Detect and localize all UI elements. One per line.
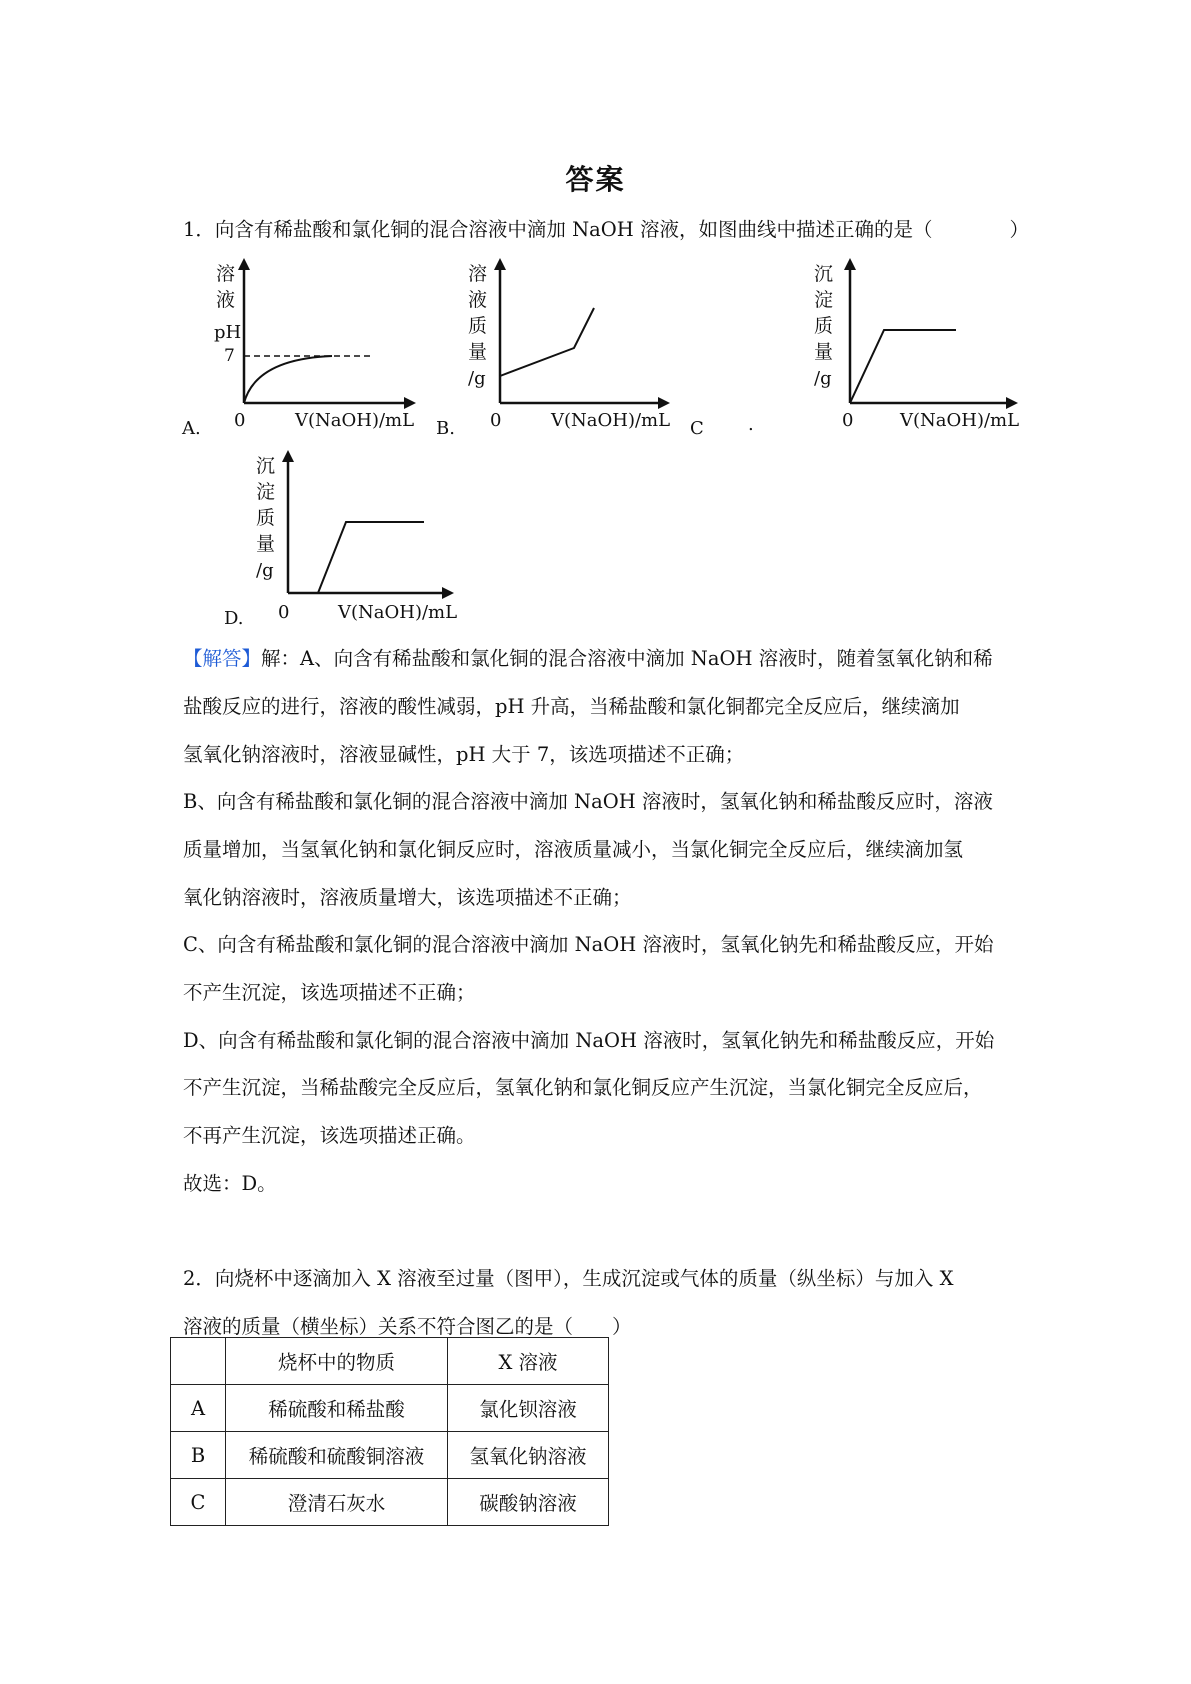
graph-c-x-arrow xyxy=(1006,397,1018,409)
table-cell: C xyxy=(171,1479,226,1526)
graph-b-origin: 0 xyxy=(490,410,502,431)
option-d-label: D. xyxy=(224,608,244,629)
graph-d xyxy=(254,450,459,625)
option-c-label-dot: . xyxy=(748,414,754,435)
graph-d-y-arrow xyxy=(282,450,294,462)
answer-line-9: D、向含有稀盐酸和氯化铜的混合溶液中滴加 NaOH 溶液时，氢氧化钠先和稀盐酸反应，开始 xyxy=(183,1029,995,1052)
graph-a-curve xyxy=(244,356,332,403)
graph-b-ylabel-0: 溶 xyxy=(468,263,488,285)
table-cell: 稀硫酸和硫酸铜溶液 xyxy=(226,1432,448,1479)
graph-d-ylabel-3: 量 xyxy=(256,533,276,555)
table-row xyxy=(171,1385,609,1432)
table-cell: A xyxy=(171,1385,226,1432)
graph-d-xlabel: V(NaOH)/mL xyxy=(338,602,458,623)
graph-a-ylabel-2: pH xyxy=(214,322,242,343)
answer-line-3: 氢氧化钠溶液时，溶液显碱性，pH 大于 7，该选项描述不正确； xyxy=(183,743,745,766)
table-cell: 氯化钡溶液 xyxy=(448,1385,609,1432)
graph-c xyxy=(812,258,1027,433)
table-cell: B xyxy=(171,1432,226,1479)
question2-table xyxy=(170,1337,609,1526)
graph-d-ylabel-0: 沉 xyxy=(256,455,276,477)
graph-d-curve xyxy=(288,522,424,593)
question1-stem-close: ） xyxy=(1009,218,1029,241)
graph-b-xlabel: V(NaOH)/mL xyxy=(551,410,671,431)
answer-line-1 xyxy=(183,645,993,673)
table-cell: 碳酸钠溶液 xyxy=(448,1479,609,1526)
graph-a-ylabel-0: 溶 xyxy=(216,263,236,285)
graph-d-ylabel-4: /g xyxy=(256,560,274,581)
table-cell: 稀硫酸和稀盐酸 xyxy=(226,1385,448,1432)
graph-d-origin: 0 xyxy=(278,602,290,623)
graph-c-ylabel-1: 淀 xyxy=(814,289,834,311)
answer-line-5: 质量增加，当氢氧化钠和氯化铜反应时，溶液质量减小，当氯化铜完全反应后，继续滴加氢 xyxy=(183,838,964,861)
graph-a xyxy=(212,258,417,433)
table-row xyxy=(171,1432,609,1479)
graph-b-x-arrow xyxy=(658,397,670,409)
question1-stem xyxy=(183,216,1029,244)
answer-line-2: 盐酸反应的进行，溶液的酸性减弱，pH 升高，当稀盐酸和氯化铜都完全反应后，继续滴加 xyxy=(183,695,960,718)
question2-stem-line-2: 溶液的质量（横坐标）关系不符合图乙的是（ ） xyxy=(183,1315,632,1338)
graph-c-y-arrow xyxy=(844,258,856,270)
graph-b xyxy=(466,258,671,433)
graph-a-x-arrow xyxy=(404,397,416,409)
table-header-row xyxy=(171,1338,609,1385)
graph-b-ylabel-3: 量 xyxy=(468,341,488,363)
graph-b-curve xyxy=(500,308,594,376)
answer-tag: 【解答】 xyxy=(183,647,262,670)
graph-c-ylabel-2: 质 xyxy=(814,315,834,337)
page-title: 答案 xyxy=(565,163,626,196)
graph-a-xlabel: V(NaOH)/mL xyxy=(295,410,415,431)
answer-line-8: 不产生沉淀，该选项描述不正确； xyxy=(183,981,476,1004)
graph-c-ylabel-4: /g xyxy=(814,368,832,389)
question2-stem-line-1: 2．向烧杯中逐滴加入 X 溶液至过量（图甲），生成沉淀或气体的质量（纵坐标）与加入 X xyxy=(183,1267,954,1290)
graph-d-ylabel-2: 质 xyxy=(256,507,276,529)
table-cell: 氢氧化钠溶液 xyxy=(448,1432,609,1479)
option-c-label: C xyxy=(690,418,704,439)
answer-line-10: 不产生沉淀，当稀盐酸完全反应后，氢氧化钠和氯化铜反应产生沉淀，当氯化铜完全反应后， xyxy=(183,1076,983,1099)
answer-line-12: 故选：D。 xyxy=(183,1172,277,1195)
table-header-cell xyxy=(171,1338,226,1385)
table-cell: 澄清石灰水 xyxy=(226,1479,448,1526)
graph-b-ylabel-1: 液 xyxy=(468,289,488,311)
answer-line-6: 氧化钠溶液时，溶液质量增大，该选项描述不正确； xyxy=(183,886,632,909)
graph-a-y-arrow xyxy=(238,258,250,270)
graph-d-ylabel-1: 淀 xyxy=(256,481,276,503)
option-b-label: B. xyxy=(436,418,455,439)
graph-c-xlabel: V(NaOH)/mL xyxy=(900,410,1020,431)
option-a-label: A. xyxy=(182,418,201,439)
graph-c-ylabel-0: 沉 xyxy=(814,263,834,285)
graph-c-curve xyxy=(850,330,956,403)
graph-a-ylabel-1: 液 xyxy=(216,289,236,311)
table-row xyxy=(171,1479,609,1526)
graph-d-x-arrow xyxy=(442,587,454,599)
graph-b-ylabel-4: /g xyxy=(468,368,486,389)
graph-c-origin: 0 xyxy=(842,410,854,431)
graph-b-ylabel-2: 质 xyxy=(468,315,488,337)
answer-line-7: C、向含有稀盐酸和氯化铜的混合溶液中滴加 NaOH 溶液时，氢氧化钠先和稀盐酸反应，开始 xyxy=(183,933,994,956)
graph-c-ylabel-3: 量 xyxy=(814,341,834,363)
answer-line-1-text: 解：A、向含有稀盐酸和氯化铜的混合溶液中滴加 NaOH 溶液时，随着氢氧化钠和稀 xyxy=(261,647,993,670)
answer-line-11: 不再产生沉淀，该选项描述正确。 xyxy=(183,1124,476,1147)
answer-line-4: B、向含有稀盐酸和氯化铜的混合溶液中滴加 NaOH 溶液时，氢氧化钠和稀盐酸反应时，溶液 xyxy=(183,790,993,813)
question1-stem-text: 1．向含有稀盐酸和氯化铜的混合溶液中滴加 NaOH 溶液，如图曲线中描述正确的是（ xyxy=(183,218,933,241)
graph-a-origin: 0 xyxy=(234,410,246,431)
graph-b-y-arrow xyxy=(494,258,506,270)
table-header-cell: X 溶液 xyxy=(448,1338,609,1385)
table-header-cell: 烧杯中的物质 xyxy=(226,1338,448,1385)
graph-a-ytick-7: 7 xyxy=(224,346,235,366)
